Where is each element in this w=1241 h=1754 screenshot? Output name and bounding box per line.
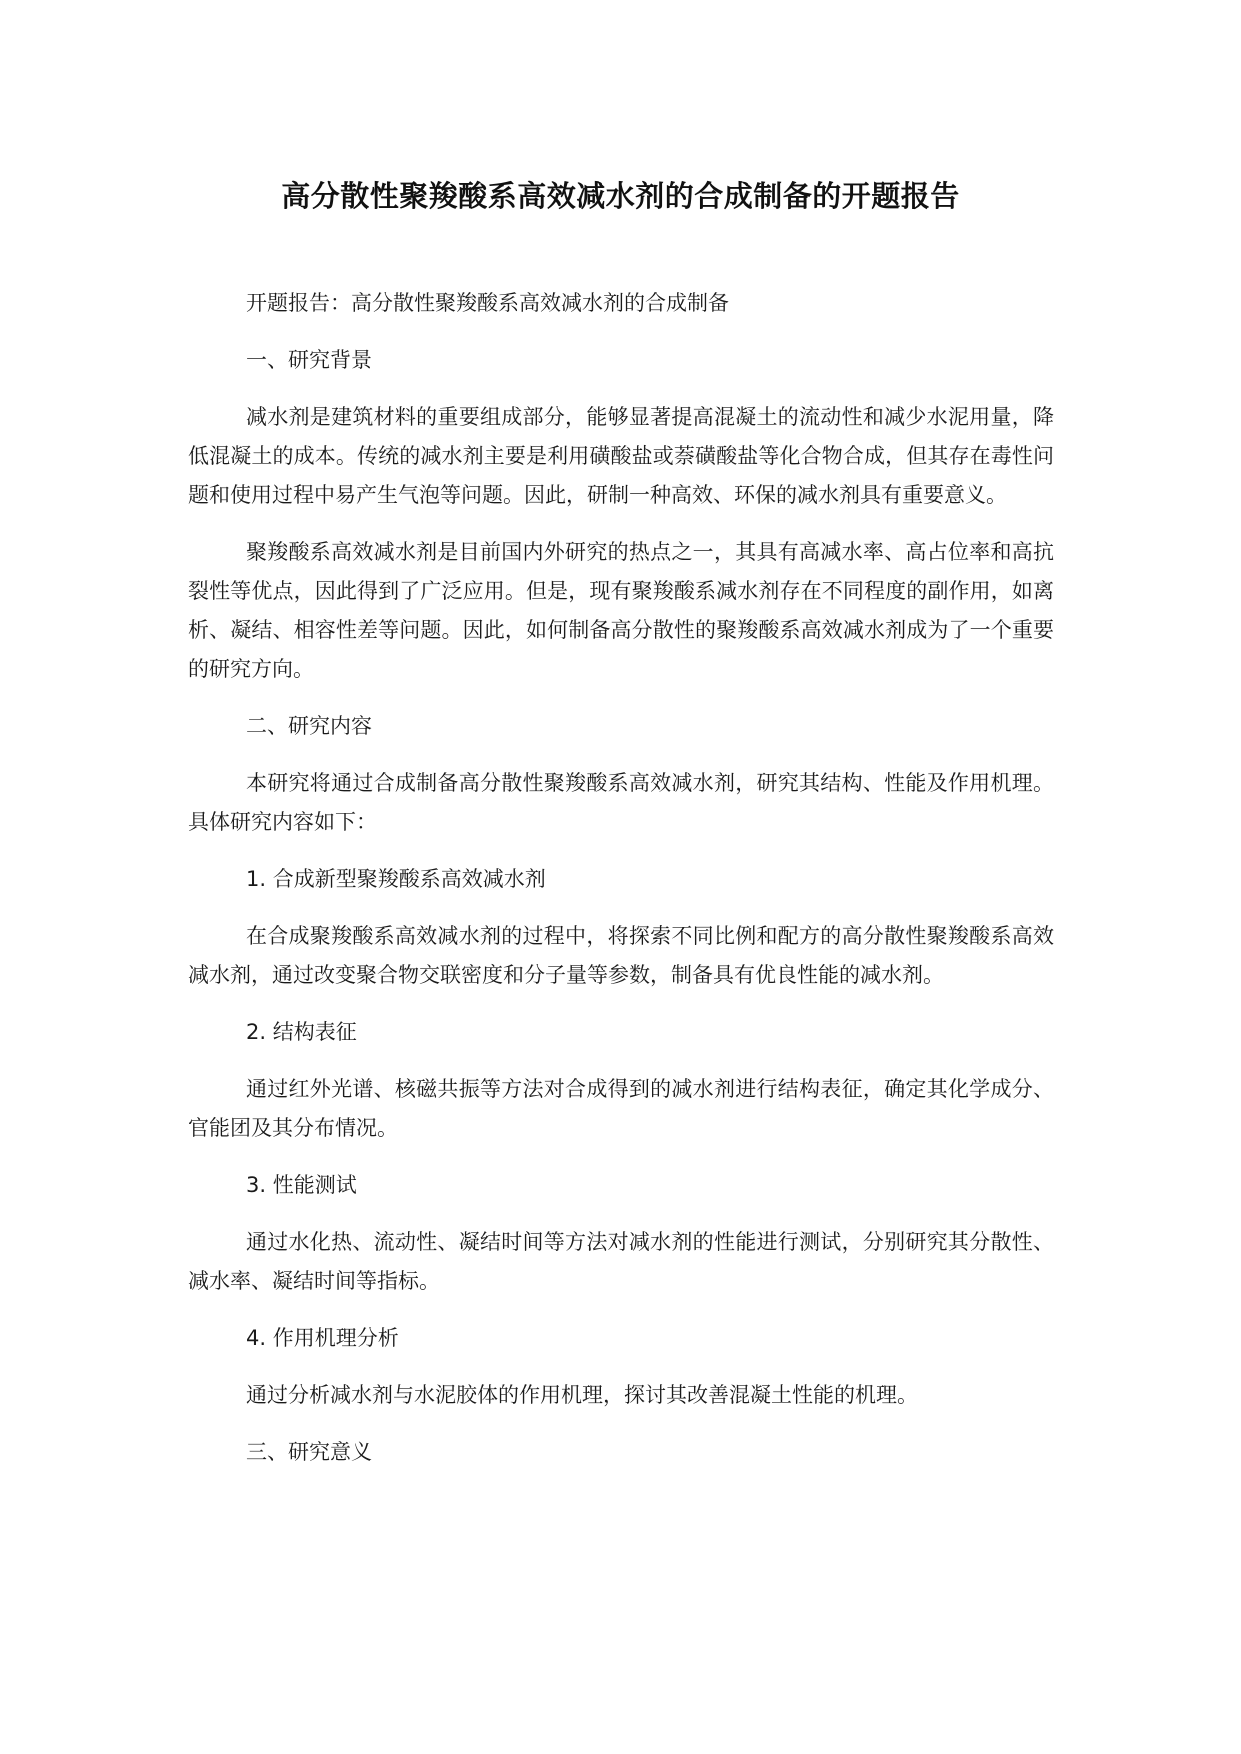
intro-line: 开题报告：高分散性聚羧酸系高效减水剂的合成制备 [246,291,729,315]
page-title: 高分散性聚羧酸系高效减水剂的合成制备的开题报告 [281,179,960,213]
section-heading-content: 二、研究内容 [246,714,372,738]
document-body [188,284,1054,1490]
synthesis-paragraph: 在合成聚羧酸系高效减水剂的过程中，将探索不同比例和配方的高分散性聚羧酸系高效减水剂，通过改变聚合物交联密度和分子量等参数，制备具有优良性能的减水剂。 [188,924,1054,987]
section-heading-background: 一、研究背景 [246,348,372,372]
background-paragraph-2: 聚羧酸系高效减水剂是目前国内外研究的热点之一，其具有高减水率、高占位率和高抗裂性等优点，因此得到了广泛应用。但是，现有聚羧酸系减水剂存在不同程度的副作用，如离析、凝结、相容性差等问题。因此，如何制备高分散性的聚羧酸系高效减水剂成为了一个重要的研究方向。 [188,540,1054,681]
performance-paragraph: 通过水化热、流动性、凝结时间等方法对减水剂的性能进行测试，分别研究其分散性、减水率、凝结时间等指标。 [188,1230,1054,1293]
subheading-characterization: 2. 结构表征 [246,1020,357,1044]
characterization-paragraph: 通过红外光谱、核磁共振等方法对合成得到的减水剂进行结构表征，确定其化学成分、官能团及其分布情况。 [188,1077,1054,1140]
mechanism-paragraph: 通过分析减水剂与水泥胶体的作用机理，探讨其改善混凝土性能的机理。 [246,1383,918,1407]
content-intro-paragraph: 本研究将通过合成制备高分散性聚羧酸系高效减水剂，研究其结构、性能及作用机理。具体研究内容如下： [188,771,1054,834]
subheading-synthesis: 1. 合成新型聚羧酸系高效减水剂 [246,867,546,891]
section-heading-significance: 三、研究意义 [246,1440,372,1464]
subheading-performance: 3. 性能测试 [246,1173,357,1197]
subheading-mechanism: 4. 作用机理分析 [246,1326,399,1350]
background-paragraph-1: 减水剂是建筑材料的重要组成部分，能够显著提高混凝土的流动性和减少水泥用量，降低混凝土的成本。传统的减水剂主要是利用磺酸盐或萘磺酸盐等化合物合成，但其存在毒性问题和使用过程中易产生气泡等问题。因此，研制一种高效、环保的减水剂具有重要意义。 [188,405,1054,507]
